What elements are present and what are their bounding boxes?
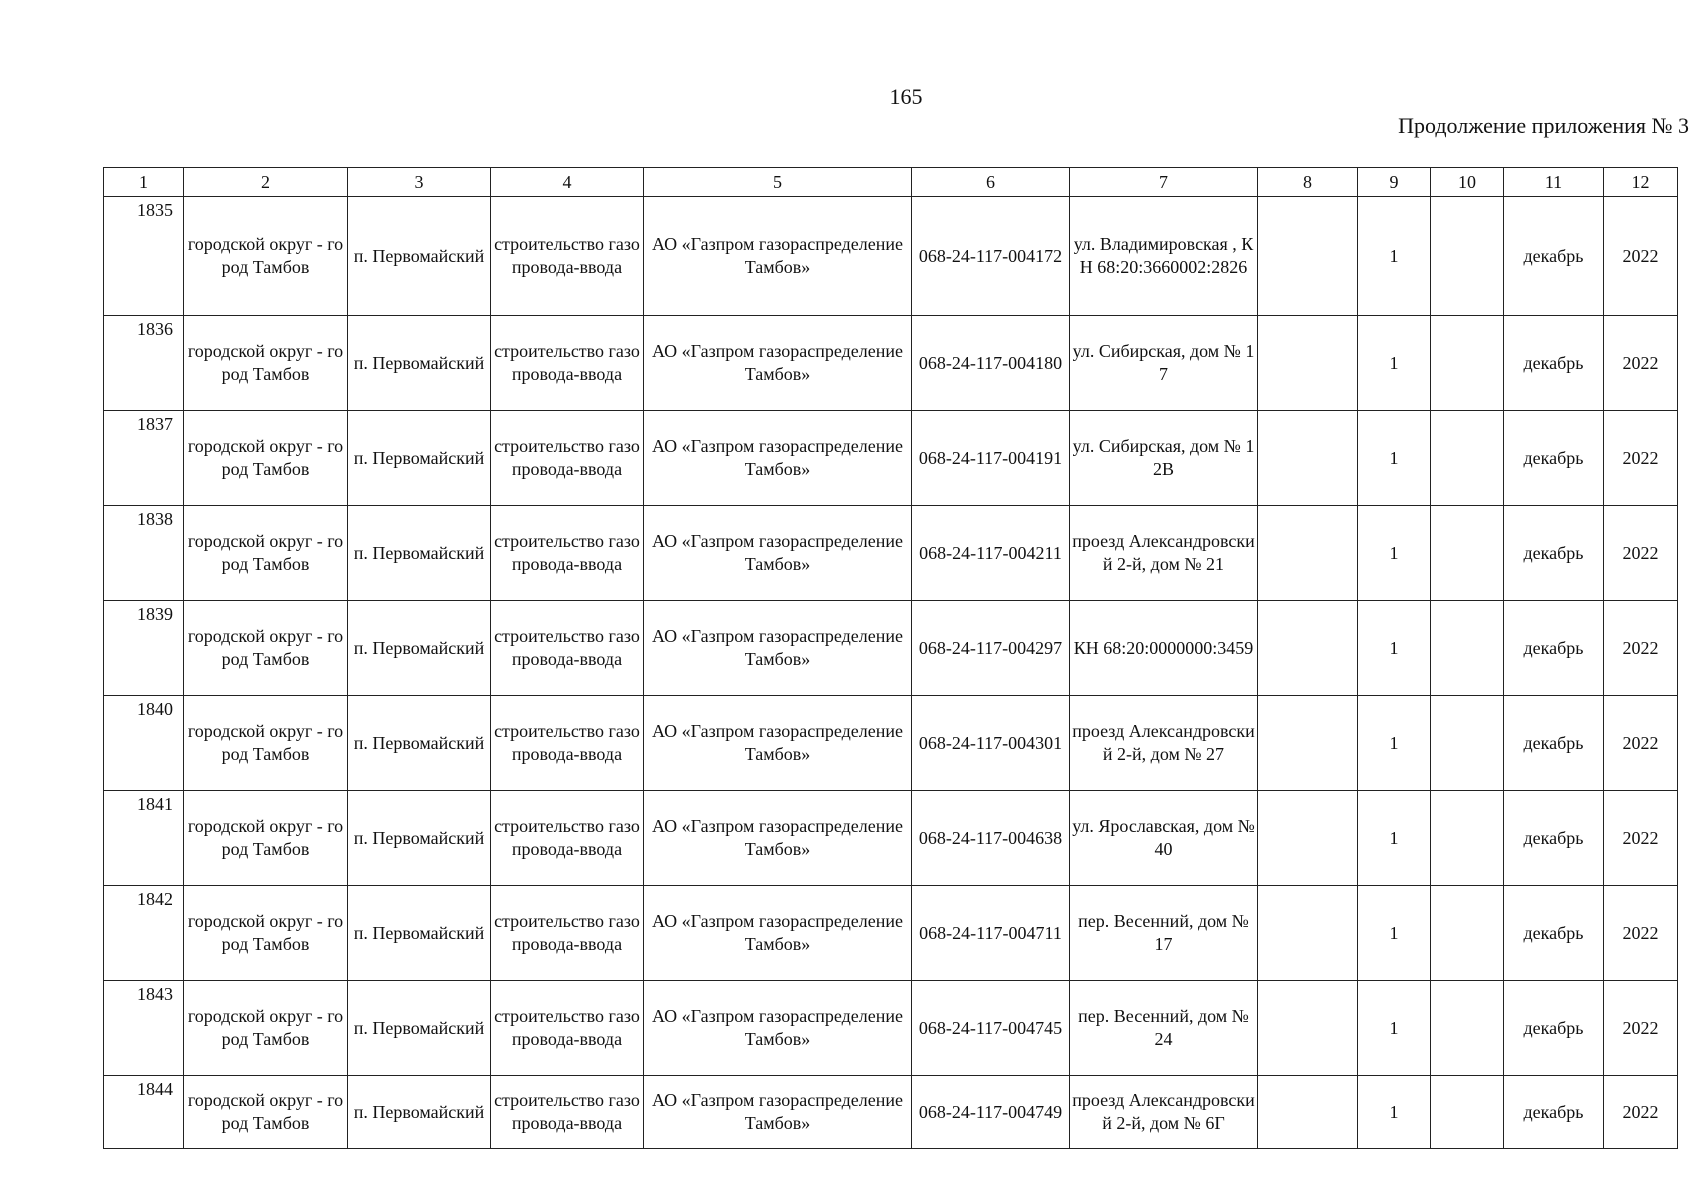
table-row [104, 506, 1678, 601]
month-cell: декабрь [1504, 411, 1604, 506]
object-code-cell: 068-24-117-004745 [912, 981, 1070, 1076]
column-10-cell [1431, 506, 1504, 601]
column-header-6: 6 [912, 168, 1070, 197]
column-10-cell [1431, 886, 1504, 981]
column-header-4: 4 [491, 168, 644, 197]
table-header [104, 168, 1678, 197]
table-row [104, 791, 1678, 886]
month-cell: декабрь [1504, 1076, 1604, 1149]
column-8-cell [1258, 696, 1358, 791]
month-cell: декабрь [1504, 886, 1604, 981]
organization-cell: АО «Газпром газораспределение Тамбов» [644, 197, 912, 316]
work-type-cell: строительство газопровода-ввода [491, 601, 644, 696]
column-10-cell [1431, 411, 1504, 506]
year-cell: 2022 [1604, 886, 1678, 981]
quantity-cell: 1 [1358, 316, 1431, 411]
object-code-cell: 068-24-117-004191 [912, 411, 1070, 506]
register-table [103, 167, 1678, 1149]
column-8-cell [1258, 197, 1358, 316]
month-cell: декабрь [1504, 791, 1604, 886]
row-number: 1841 [104, 791, 184, 886]
object-code-cell: 068-24-117-004749 [912, 1076, 1070, 1149]
work-type-cell: строительство газопровода-ввода [491, 506, 644, 601]
address-cell: КН 68:20:0000000:3459 [1070, 601, 1258, 696]
column-8-cell [1258, 981, 1358, 1076]
quantity-cell: 1 [1358, 696, 1431, 791]
organization-cell: АО «Газпром газораспределение Тамбов» [644, 316, 912, 411]
organization-cell: АО «Газпром газораспределение Тамбов» [644, 696, 912, 791]
settlement-cell: п. Первомайский [348, 411, 491, 506]
address-cell: проезд Александровский 2-й, дом № 6Г [1070, 1076, 1258, 1149]
address-cell: пер. Весенний, дом № 17 [1070, 886, 1258, 981]
municipality-cell: городской округ - город Тамбов [184, 316, 348, 411]
column-8-cell [1258, 316, 1358, 411]
work-type-cell: строительство газопровода-ввода [491, 1076, 644, 1149]
work-type-cell: строительство газопровода-ввода [491, 696, 644, 791]
table-row [104, 601, 1678, 696]
organization-cell: АО «Газпром газораспределение Тамбов» [644, 1076, 912, 1149]
row-number: 1836 [104, 316, 184, 411]
work-type-cell: строительство газопровода-ввода [491, 411, 644, 506]
month-cell: декабрь [1504, 316, 1604, 411]
address-cell: проезд Александровский 2-й, дом № 27 [1070, 696, 1258, 791]
settlement-cell: п. Первомайский [348, 601, 491, 696]
address-cell: пер. Весенний, дом № 24 [1070, 981, 1258, 1076]
column-header-11: 11 [1504, 168, 1604, 197]
municipality-cell: городской округ - город Тамбов [184, 696, 348, 791]
organization-cell: АО «Газпром газораспределение Тамбов» [644, 506, 912, 601]
column-10-cell [1431, 791, 1504, 886]
quantity-cell: 1 [1358, 197, 1431, 316]
settlement-cell: п. Первомайский [348, 886, 491, 981]
work-type-cell: строительство газопровода-ввода [491, 886, 644, 981]
object-code-cell: 068-24-117-004297 [912, 601, 1070, 696]
table-row [104, 1076, 1678, 1149]
quantity-cell: 1 [1358, 886, 1431, 981]
municipality-cell: городской округ - город Тамбов [184, 1076, 348, 1149]
settlement-cell: п. Первомайский [348, 1076, 491, 1149]
month-cell: декабрь [1504, 601, 1604, 696]
object-code-cell: 068-24-117-004180 [912, 316, 1070, 411]
row-number: 1840 [104, 696, 184, 791]
year-cell: 2022 [1604, 696, 1678, 791]
organization-cell: АО «Газпром газораспределение Тамбов» [644, 981, 912, 1076]
row-number: 1839 [104, 601, 184, 696]
address-cell: проезд Александровский 2-й, дом № 21 [1070, 506, 1258, 601]
object-code-cell: 068-24-117-004301 [912, 696, 1070, 791]
row-number: 1835 [104, 197, 184, 316]
header-row [104, 168, 1678, 197]
settlement-cell: п. Первомайский [348, 696, 491, 791]
object-code-cell: 068-24-117-004211 [912, 506, 1070, 601]
municipality-cell: городской округ - город Тамбов [184, 886, 348, 981]
column-header-7: 7 [1070, 168, 1258, 197]
settlement-cell: п. Первомайский [348, 506, 491, 601]
quantity-cell: 1 [1358, 411, 1431, 506]
column-8-cell [1258, 601, 1358, 696]
work-type-cell: строительство газопровода-ввода [491, 197, 644, 316]
year-cell: 2022 [1604, 601, 1678, 696]
settlement-cell: п. Первомайский [348, 197, 491, 316]
quantity-cell: 1 [1358, 601, 1431, 696]
month-cell: декабрь [1504, 981, 1604, 1076]
row-number: 1844 [104, 1076, 184, 1149]
year-cell: 2022 [1604, 197, 1678, 316]
quantity-cell: 1 [1358, 1076, 1431, 1149]
column-10-cell [1431, 981, 1504, 1076]
column-8-cell [1258, 506, 1358, 601]
table-row [104, 886, 1678, 981]
column-8-cell [1258, 1076, 1358, 1149]
settlement-cell: п. Первомайский [348, 981, 491, 1076]
object-code-cell: 068-24-117-004172 [912, 197, 1070, 316]
municipality-cell: городской округ - город Тамбов [184, 981, 348, 1076]
work-type-cell: строительство газопровода-ввода [491, 791, 644, 886]
column-header-3: 3 [348, 168, 491, 197]
settlement-cell: п. Первомайский [348, 791, 491, 886]
organization-cell: АО «Газпром газораспределение Тамбов» [644, 601, 912, 696]
column-header-2: 2 [184, 168, 348, 197]
address-cell: ул. Сибирская, дом № 12В [1070, 411, 1258, 506]
work-type-cell: строительство газопровода-ввода [491, 316, 644, 411]
organization-cell: АО «Газпром газораспределение Тамбов» [644, 886, 912, 981]
row-number: 1838 [104, 506, 184, 601]
organization-cell: АО «Газпром газораспределение Тамбов» [644, 791, 912, 886]
object-code-cell: 068-24-117-004638 [912, 791, 1070, 886]
month-cell: декабрь [1504, 197, 1604, 316]
table-row [104, 411, 1678, 506]
row-number: 1843 [104, 981, 184, 1076]
year-cell: 2022 [1604, 981, 1678, 1076]
settlement-cell: п. Первомайский [348, 316, 491, 411]
address-cell: ул. Ярославская, дом № 40 [1070, 791, 1258, 886]
column-8-cell [1258, 886, 1358, 981]
column-header-5: 5 [644, 168, 912, 197]
month-cell: декабрь [1504, 506, 1604, 601]
object-code-cell: 068-24-117-004711 [912, 886, 1070, 981]
column-10-cell [1431, 696, 1504, 791]
year-cell: 2022 [1604, 791, 1678, 886]
column-header-1: 1 [104, 168, 184, 197]
quantity-cell: 1 [1358, 506, 1431, 601]
column-header-9: 9 [1358, 168, 1431, 197]
table-row [104, 981, 1678, 1076]
table-body [104, 197, 1678, 1149]
column-header-12: 12 [1604, 168, 1678, 197]
row-number: 1842 [104, 886, 184, 981]
year-cell: 2022 [1604, 316, 1678, 411]
page-number: 165 [889, 84, 923, 109]
column-10-cell [1431, 601, 1504, 696]
municipality-cell: городской округ - город Тамбов [184, 601, 348, 696]
table-row [104, 316, 1678, 411]
address-cell: ул. Сибирская, дом № 17 [1070, 316, 1258, 411]
municipality-cell: городской округ - город Тамбов [184, 197, 348, 316]
quantity-cell: 1 [1358, 981, 1431, 1076]
column-10-cell [1431, 1076, 1504, 1149]
municipality-cell: городской округ - город Тамбов [184, 506, 348, 601]
municipality-cell: городской округ - город Тамбов [184, 411, 348, 506]
column-8-cell [1258, 791, 1358, 886]
organization-cell: АО «Газпром газораспределение Тамбов» [644, 411, 912, 506]
column-10-cell [1431, 197, 1504, 316]
column-10-cell [1431, 316, 1504, 411]
municipality-cell: городской округ - город Тамбов [184, 791, 348, 886]
year-cell: 2022 [1604, 506, 1678, 601]
address-cell: ул. Владимировская , КН 68:20:3660002:2826 [1070, 197, 1258, 316]
month-cell: декабрь [1504, 696, 1604, 791]
work-type-cell: строительство газопровода-ввода [491, 981, 644, 1076]
quantity-cell: 1 [1358, 791, 1431, 886]
year-cell: 2022 [1604, 411, 1678, 506]
column-8-cell [1258, 411, 1358, 506]
row-number: 1837 [104, 411, 184, 506]
appendix-continuation-note: Продолжение приложения № 3 [1398, 113, 1689, 138]
table-row [104, 197, 1678, 316]
table-row [104, 696, 1678, 791]
column-header-8: 8 [1258, 168, 1358, 197]
year-cell: 2022 [1604, 1076, 1678, 1149]
column-header-10: 10 [1431, 168, 1504, 197]
